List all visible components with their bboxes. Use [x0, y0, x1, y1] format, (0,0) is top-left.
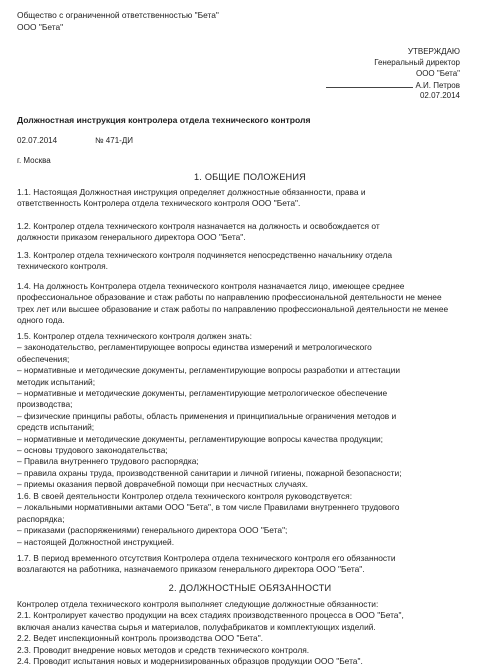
paragraph-1-1 — [17, 187, 487, 210]
paragraph-line: средств испытаний; — [17, 422, 95, 433]
paragraph-line: 1.2. Контролер отдела технического контроля назначается на должность и освобождается от — [17, 221, 380, 231]
approval-position: Генеральный директор — [374, 58, 460, 67]
paragraph-line: включая анализ качества сырья и материалов, полуфабрикатов и комплектующих изделий. — [17, 621, 376, 632]
paragraph-line: Контролер отдела технического контроля выполняет следующие должностные обязанности: — [17, 599, 379, 609]
paragraph-line: 2.4. Проводит испытания новых и модернизированных образцов продукции ООО "Бета". — [17, 656, 363, 667]
document-number: № 471-ДИ — [95, 136, 133, 145]
paragraph-line: 1.6. В своей деятельности Контролер отдела технического контроля руководствуется: — [17, 491, 353, 501]
document-city: г. Москва — [17, 156, 51, 165]
paragraph-line: – нормативные и методические документы, регламентирующие метрологическое обеспечение — [17, 388, 388, 399]
approval-label: УТВЕРЖДАЮ — [407, 47, 460, 56]
paragraph-1-5 — [17, 331, 487, 491]
paragraph-line: одного года. — [17, 315, 65, 326]
document-date: 02.07.2014 — [17, 136, 58, 145]
paragraph-line: – нормативные и методические документы, регламентирующие вопросы качества продукции; — [17, 433, 384, 444]
paragraph-2 — [17, 599, 487, 667]
paragraph-line: технического контроля. — [17, 261, 108, 272]
paragraph-line: возлагаются на работника, назначаемого приказом генерального директора ООО "Бета". — [17, 564, 365, 575]
paragraph-line: трех лет или высшее образование и стаж работы по направлению профессиональной деятельности не менее — [17, 303, 449, 314]
paragraph-line: – локальными нормативными актами ООО "Бета", в том числе Правилами внутреннего трудового — [17, 502, 400, 513]
document-title: Должностная инструкция контролера отдела технического контроля — [17, 115, 311, 125]
paragraph-line: – приказами (распоряжениями) генерального директора ООО "Бета"; — [17, 525, 288, 536]
paragraph-line: 1.1. Настоящая Должностная инструкция определяет должностные обязанности, права и — [17, 187, 366, 197]
approval-date: 02.07.2014 — [419, 91, 460, 100]
paragraph-line: методик испытаний; — [17, 376, 96, 387]
paragraph-1-2 — [17, 221, 487, 244]
paragraph-line: ответственность Контролера отдела технического контроля ООО "Бета". — [17, 198, 301, 209]
paragraph-1-3 — [17, 250, 487, 273]
paragraph-1-4 — [17, 281, 487, 327]
paragraph-line: – основы трудового законодательства; — [17, 445, 168, 456]
paragraph-line: обеспечения; — [17, 353, 70, 364]
paragraph-line: – физические принципы работы, область применения и принципиальные ограничения методов и — [17, 410, 397, 421]
paragraph-line: – Правила внутреннего трудового распорядка; — [17, 456, 199, 467]
paragraph-line: – законодательство, регламентирующее вопросы единства измерений и метрологического — [17, 342, 372, 353]
paragraph-line: 1.5. Контролер отдела технического контроля должен знать: — [17, 331, 252, 341]
paragraph-line: 2.1. Контролирует качество продукции на всех стадиях производственного процесса в ООО "Бета", — [17, 610, 404, 621]
paragraph-1-6 — [17, 491, 487, 548]
paragraph-line: 2.3. Проводит внедрение новых методов и средств технического контроля. — [17, 644, 310, 655]
approval-org: ООО "Бета" — [415, 69, 460, 78]
paragraph-line: – настоящей Должностной инструкцией. — [17, 536, 175, 547]
paragraph-line: распорядка; — [17, 513, 65, 524]
paragraph-1-7 — [17, 553, 487, 576]
paragraph-line: 2.2. Ведет инспекционный контроль производства ООО "Бета". — [17, 633, 263, 644]
section-1-heading: 1. ОБЩИЕ ПОЛОЖЕНИЯ — [194, 172, 306, 182]
paragraph-line: производства; — [17, 399, 73, 410]
approval-signer: А.И. Петров — [415, 81, 460, 90]
section-2-heading: 2. ДОЛЖНОСТНЫЕ ОБЯЗАННОСТИ — [168, 583, 332, 593]
paragraph-line: – приемы оказания первой доврачебной помощи при несчастных случаях. — [17, 479, 308, 490]
paragraph-line: – нормативные и методические документы, регламентирующие вопросы разработки и аттестации — [17, 365, 401, 376]
paragraph-line: – правила охраны труда, производственной санитарии и личной гигиены, пожарной безопасности; — [17, 467, 402, 478]
paragraph-line: профессиональное образование и стаж работы по направлению профессиональной деятельности не менее — [17, 292, 442, 303]
paragraph-line: 1.7. В период временного отсутствия Контролера отдела технического контроля его обязанности — [17, 553, 396, 563]
paragraph-line: должности приказом генерального директора ООО "Бета". — [17, 232, 246, 243]
signature-line — [326, 79, 413, 88]
paragraph-line: 1.3. Контролер отдела технического контроля подчиняется непосредственно начальнику отдела — [17, 250, 393, 260]
company-full-name: Общество с ограниченной ответственностью "Бета" — [17, 10, 219, 20]
company-short-name: ООО "Бета" — [17, 22, 64, 32]
paragraph-line: 1.4. На должность Контролера отдела технического контроля назначается лицо, имеющее среднее — [17, 281, 405, 291]
